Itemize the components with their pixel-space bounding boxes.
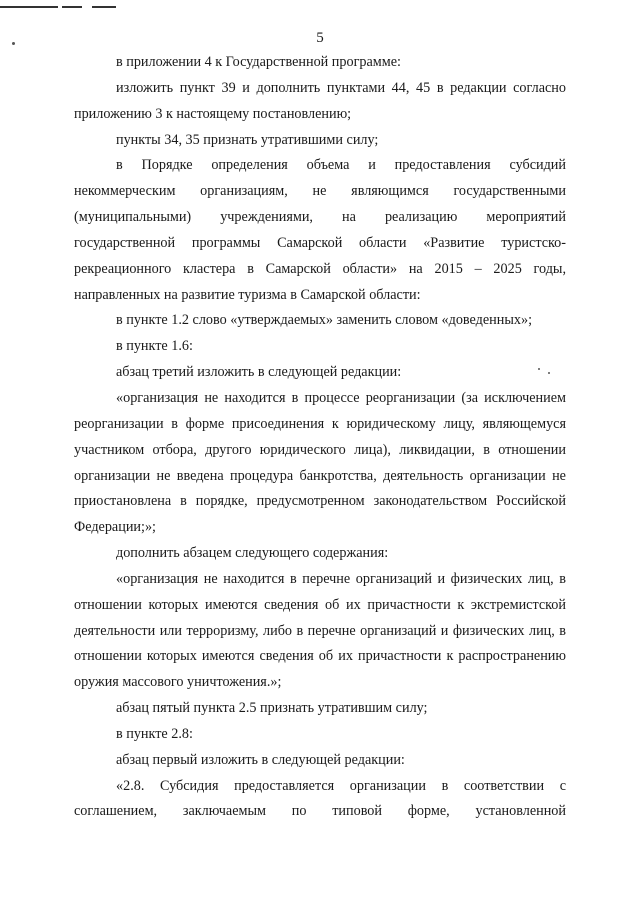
paragraph: абзац первый изложить в следующей редакции:	[116, 751, 405, 768]
paragraph: в пункте 1.2 слово «утверждаемых» заменить словом «доведенных»;	[116, 312, 533, 329]
paragraph: абзац третий изложить в следующей редакции:	[116, 364, 402, 381]
document-body	[74, 50, 566, 825]
paragraph: в приложении 4 к Государственной программе:	[116, 54, 401, 70]
paragraph: «2.8. Субсидия предоставляется организации в соответствии с соглашением, заключаемым по типовой форме, установленной	[74, 777, 566, 820]
paragraph: «организация не находится в перечне организаций и физических лиц, в отношении которых имеются сведения об их причастности к экстремистской деятельности или терроризму, либо в перечне организаций и физических лиц, в отношении которых имеются сведения об их причастности к распространению оружия массового уничтожения.»;	[74, 570, 566, 691]
paragraph: пункты 34, 35 признать утратившими силу;	[116, 131, 379, 148]
paragraph: в пункте 1.6:	[116, 338, 193, 355]
paragraph: в Порядке определения объема и предоставления субсидий некоммерческим организациям, не являющимся государственными (муниципальными) учреждениями, на реализацию мероприятий государственной программы Самарской области «Развитие туристско-рекреационного кластера в Самарской области» на 2015 – 2025 годы, направленных на развитие туризма в Самарской области:	[74, 157, 566, 303]
paragraph: дополнить абзацем следующего содержания:	[116, 545, 389, 562]
paragraph: изложить пункт 39 и дополнить пунктами 44, 45 в редакции согласно приложению 3 к настоящему постановлению;	[74, 79, 566, 122]
scan-line-mark	[62, 6, 82, 8]
paragraph: в пункте 2.8:	[116, 725, 193, 742]
paragraph: «организация не находится в процессе реорганизации (за исключением реорганизации в форме присоединения к юридическому лицу, являющемуся участником отбора, другого юридического лица), ликвидации, в отношении организации не введена процедура банкротства, деятельность организации не приостановлена в порядке, предусмотренном законодательством Российской Федерации;»;	[74, 389, 566, 536]
paragraph: абзац пятый пункта 2.5 признать утратившим силу;	[116, 700, 428, 717]
page-number: 5	[316, 30, 324, 46]
scan-artifacts	[0, 0, 640, 20]
scan-line-mark	[0, 6, 58, 8]
scan-line-mark	[92, 6, 116, 8]
